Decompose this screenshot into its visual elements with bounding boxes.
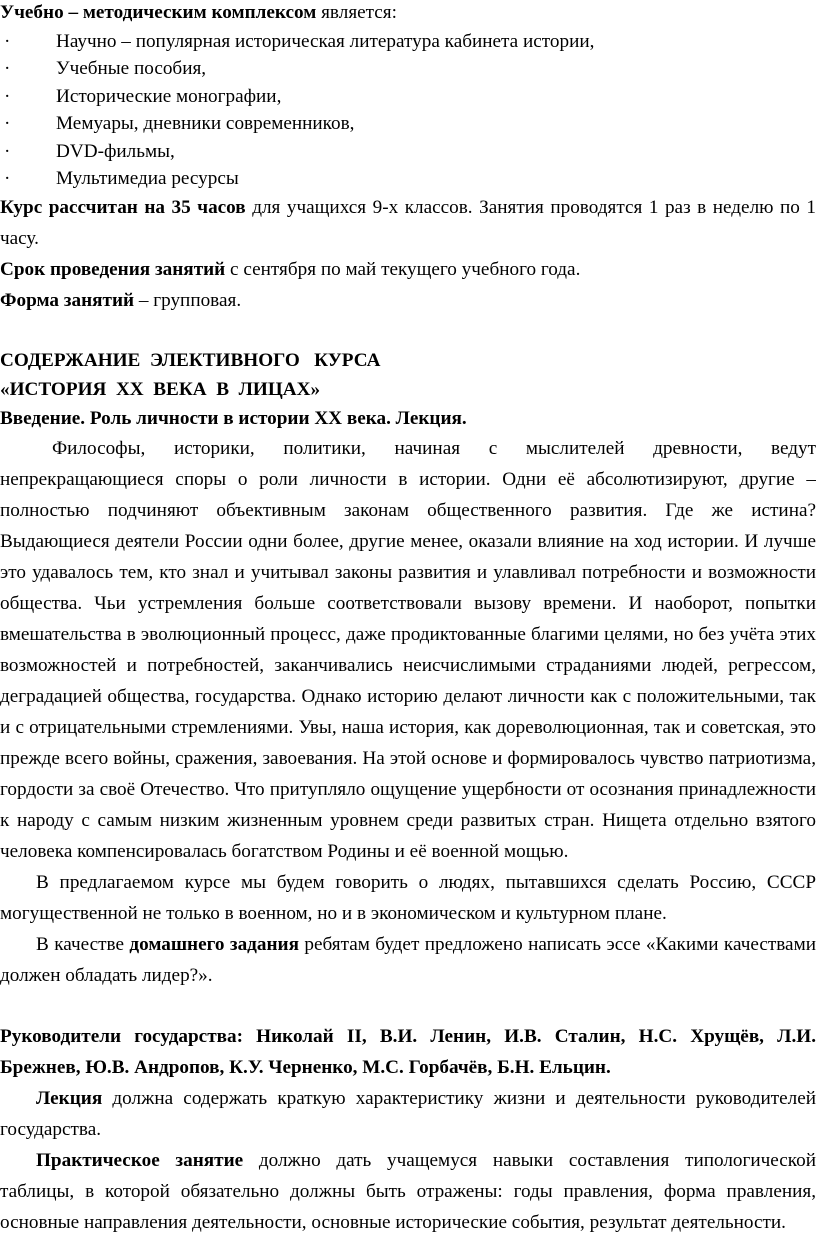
content-heading-line2: «ИСТОРИЯ ХХ ВЕКА В ЛИЦАХ» (0, 379, 321, 401)
lecture-bold: Лекция (36, 1088, 103, 1110)
course-hours-rest: для учащихся 9-х классов. Занятия проводятся 1 раз в неделю по 1 часу. (0, 197, 816, 250)
course-period-rest: с сентября по май текущего учебного года. (225, 259, 581, 281)
list-item-text: DVD-фильмы, (56, 140, 175, 162)
intro-title: Введение. Роль личности в истории ХХ века. Лекция. (0, 408, 467, 430)
course-hours (0, 192, 816, 254)
bullet-icon: · (4, 167, 11, 189)
list-item-text: Учебные пособия, (56, 58, 207, 80)
list-item (0, 138, 816, 165)
homework-paragraph (0, 929, 816, 991)
list-item-text: Мультимедиа ресурсы (56, 167, 239, 189)
practice-bold: Практическое занятие (36, 1150, 244, 1172)
course-period (0, 254, 816, 285)
list-item-text: Исторические монографии, (56, 85, 282, 107)
leaders-title: Руководители государства: Николай II, В.И. Ленин, И.В. Сталин, Н.С. Хрущёв, Л.И. Брежнев, Ю.В. Андропов, К.У. Черненко, М.С. Горбачёв, Б.Н. Ельцин. (0, 1026, 816, 1079)
list-item (0, 83, 816, 110)
course-form (0, 285, 816, 316)
list-item (0, 110, 816, 137)
bullet-icon: · (4, 58, 11, 80)
course-period-bold: Срок проведения занятий (0, 259, 226, 281)
practice-paragraph (0, 1145, 816, 1238)
resources-list (0, 28, 816, 192)
bullet-icon: · (4, 85, 11, 107)
content-heading-line1: СОДЕРЖАНИЕ ЭЛЕКТИВНОГО КУРСА (0, 350, 381, 372)
spacer (0, 991, 816, 1021)
list-item-text: Научно – популярная историческая литература кабинета истории, (56, 31, 595, 52)
intro-paragraph-2: В предлагаемом курсе мы будем говорить о людях, пытавшихся сделать Россию, СССР могущественной не только в военном, но и в экономическом и культурном плане. (0, 872, 816, 925)
list-item (0, 28, 816, 55)
course-form-bold: Форма занятий (0, 290, 135, 312)
homework-pre: В качестве (36, 934, 130, 956)
course-form-rest: – групповая. (134, 290, 242, 312)
lecture-rest: должна содержать краткую характеристику жизни и деятельности руководителей государства. (0, 1088, 816, 1141)
resources-lead-bold: Учебно – методическим комплексом (0, 2, 317, 23)
bullet-icon: · (4, 140, 11, 162)
bullet-icon: · (4, 113, 11, 135)
homework-bold: домашнего задания (129, 934, 299, 956)
practice-rest: должно дать учащемуся навыки составления типологической таблицы, в которой обязательно должны быть отражены: годы правления, форма правления, основные направления деятельности, основные исторические события, результат деятельности. (0, 1150, 816, 1234)
resources-intro (0, 0, 816, 28)
spacer (0, 316, 816, 346)
intro-paragraph-1: Философы, историки, политики, начиная с мыслителей древности, ведут непрекращающиеся споры о роли личности в истории. Одни её абсолютизируют, другие – полностью подчиняют объективным законам общественного развития. Где же истина? Выдающиеся деятели России одни более, другие менее, оказали влияние на ход истории. И лучше это удавалось тем, кто знал и учитывал законы развития и улавливал потребности и возможности общества. Чьи устремления больше соответствовали вызову времени. И наоборот, попытки вмешательства в эволюционный процесс, даже продиктованные благими целями, но без учёта этих возможностей и потребностей, заканчивались неисчислимыми страданиями людей, регрессом, деградацией общества, государства. Однако историю делают личности как с положительными, так и с отрицательными стремлениями. Увы, наша история, как дореволюционная, так и советская, это прежде всего войны, сражения, завоевания. На этой основе и формировалось чувство патриотизма, гордости за своё Отечество. Что притупляло ощущение ущербности от осознания принадлежности к народу с самым низким жизненным уровнем среди развитых стран. Нищета отдельно взятого человека компенсировалась богатством Родины и её военной мощью. (0, 438, 816, 863)
lecture-paragraph (0, 1083, 816, 1145)
list-item (0, 55, 816, 82)
course-hours-bold: Курс рассчитан на 35 часов (0, 197, 246, 219)
homework-rest: ребятам будет предложено написать эссе «Какими качествами должен обладать лидер?». (0, 934, 816, 987)
resources-lead-rest: является: (316, 2, 397, 23)
list-item-text: Мемуары, дневники современников, (56, 113, 355, 135)
list-item (0, 165, 816, 192)
bullet-icon: · (4, 31, 11, 52)
